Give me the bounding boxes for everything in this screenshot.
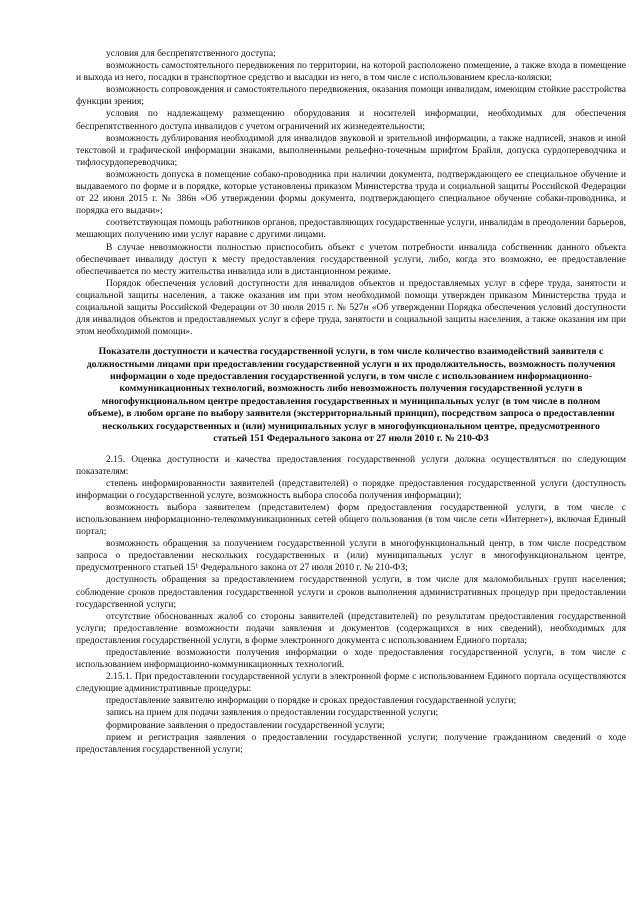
paragraph: возможность дублирования необходимой для инвалидов звуковой и зрительной информации, а также надписей, знаков и иной текстовой и графической информации знаками, выполненными рельефно-точечным шрифтом Брайля, допуска сурдопереводчика и тифлосурдопереводчика; (76, 133, 626, 168)
spacer (76, 446, 626, 454)
paragraph: 2.15.1. При предоставлении государственной услуги в электронной форме с использованием Единого портала осуществляются следующие административные процедуры: (76, 672, 626, 695)
paragraph: соответствующая помощь работников органов, предоставляющих государственные услуги, инвалидам в преодолении барьеров, мешающих получению ими услуг наравне с другими лицами. (76, 218, 626, 241)
paragraph: доступность обращения за предоставлением государственной услуги, в том числе для маломобильных групп населения; соблюдение сроков предоставления государственной услуги и сроков выполнения административных процедур при предоставлении государственной услуги; (76, 575, 626, 610)
paragraph: прием и регистрация заявления о предоставлении государственной услуги; получение гражданином сведений о ходе предоставления государственной услуги; (76, 732, 626, 755)
section-heading: Показатели доступности и качества государственной услуги, в том числе количество взаимодействий заявителя с должностными лицами при предоставлении государственной услуги и их продолжительность, возможность получения информации о ходе предоставления государственной услуги, в том числе с использованием информационно-коммуникационных технологий, возможность либо невозможность получения государственной услуги в многофункциональном центре предоставления государственных и муниципальных услуг (в том числе в полном объеме), в любом органе по выбору заявителя (экстерриториальный принцип), посредством запроса о предоставлении нескольких государственных и (или) муниципальных услуг в многофункциональном центре, предусмотренного статьей 151 Федерального закона от 27 июля 2010 г. № 210-ФЗ (86, 346, 616, 445)
paragraph: предоставление возможности получения информации о ходе предоставления государственной услуги, в том числе с использованием информационно-коммуникационных технологий. (76, 648, 626, 671)
paragraph: условия для беспрепятственного доступа; (106, 49, 276, 59)
paragraph: условия по надлежащему размещению оборудования и носителей информации, необходимых для обеспечения беспрепятственного доступа инвалидов с учетом ограничений их жизнедеятельности; (76, 109, 626, 132)
paragraph: формирование заявления о предоставлении государственной услуги; (106, 720, 385, 731)
paragraph: Порядок обеспечения условий доступности для инвалидов объектов и предоставляемых услуг в сфере труда, занятости и социальной защиты населения, а также оказания им при этом необходимой помощи утвержден приказом Министерства труда и социальной защиты Российской Федерации от 30 июля 2015 г. № 527н «Об утверждении Порядка обеспечения условий доступности для инвалидов объектов и предоставляемых услуг в сфере труда, занятости и социальной защиты населения, а также оказания им при этом необходимой помощи». (76, 278, 626, 338)
paragraph: запись на прием для подачи заявления о предоставлении государственной услуги; (106, 708, 439, 719)
paragraph: возможность самостоятельного передвижения по территории, на которой расположено помещение, а также входа в помещение и выхода из него, посадки в транспортное средство и высадки из него, в том числе с использованием кресла-коляски; (76, 61, 626, 84)
paragraph: возможность сопровождения и самостоятельного передвижения, оказания помощи инвалидам, имеющим стойкие расстройства функции зрения; (76, 85, 626, 108)
paragraph: возможность допуска в помещение собако-проводника при наличии документа, подтверждающего ее специальное обучение и выдаваемого по форме и в порядке, которые установлены приказом Министерства труда и социальной защиты Российской Федерации от 22 июня 2015 г. № 386н «Об утверждении формы документа, подтверждающего специальное обучение собаки-проводника, и порядка его выдачи»; (76, 169, 626, 217)
spacer (76, 338, 626, 346)
paragraph: предоставление заявителю информации о порядке и сроках предоставления государственной услуги; (106, 696, 517, 707)
paragraph: возможность выбора заявителем (представителем) форм предоставления государственной услуги, в том числе с использованием информационно-телекоммуникационных сетей общего пользования (в том числе сети «Интернет»), включая Единый портал; (76, 502, 626, 538)
paragraph: В случае невозможности полностью приспособить объект с учетом потребности инвалида собственник данного объекта обеспечивает инвалиду доступ к месту предоставления государственной услуги, либо, когда это возможно, ее предоставление обеспечивается по месту жительства инвалида или в дистанционном режиме. (76, 242, 626, 277)
paragraph: отсутствие обоснованных жалоб со стороны заявителей (представителей) по результатам предоставления государственной услуги; предоставление возможности подачи заявления и документов (содержащихся в них сведений), необходимых для предоставления государственной услуги, в форме электронного документа с использованием Единого портала; (76, 611, 626, 646)
paragraph: 2.15. Оценка доступности и качества предоставления государственной услуги должна осуществляться по следующим показателям: (76, 454, 626, 477)
paragraph: степень информированности заявителей (представителей) о порядке предоставления государственной услуги (доступность информации о государственной услуге, возможность выбора способа получения информации); (76, 478, 626, 501)
paragraph: возможность обращения за получением государственной услуги в многофункциональный центр, в том числе посредством запроса о предоставлении нескольких государственных и (или) муниципальных услуг в многофункциональном центре, предусмотренного статьей 15¹ Федерального закона от 27 июля 2010 г. № 210-ФЗ; (76, 539, 626, 574)
page-text (76, 48, 626, 756)
